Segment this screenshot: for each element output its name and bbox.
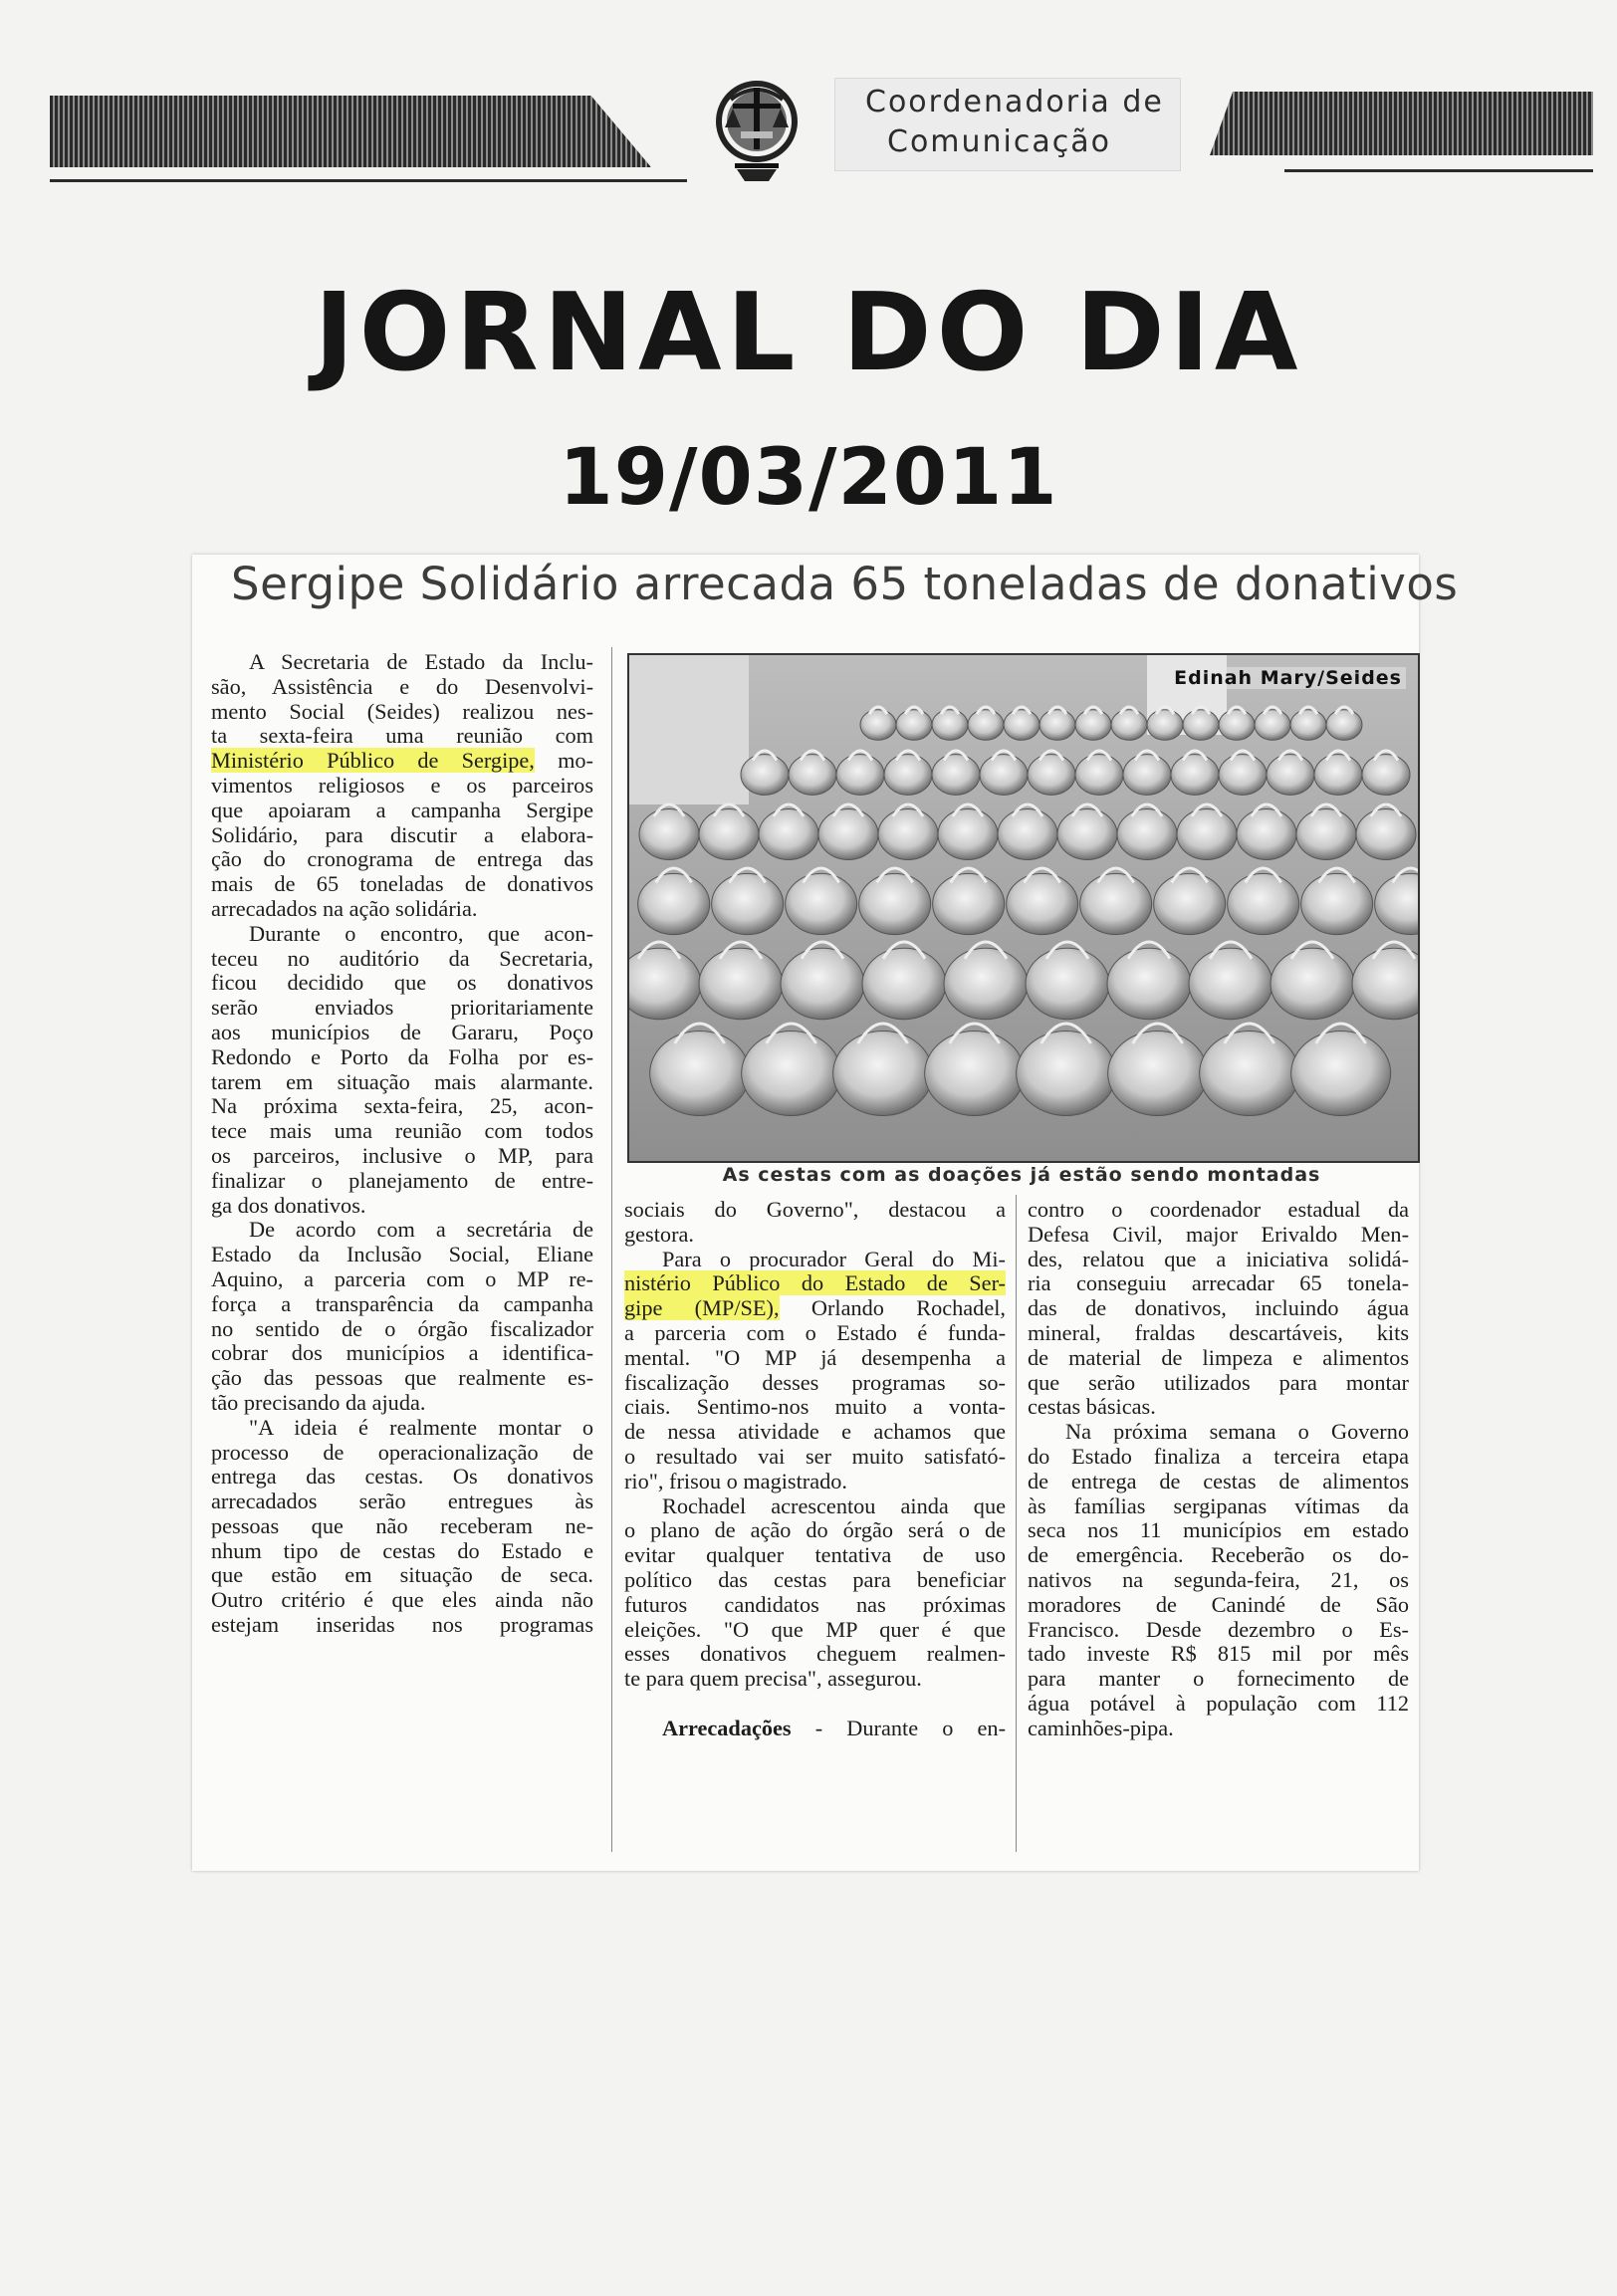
- article-line: [624, 1667, 1006, 1692]
- article-text: de nessa atividade e achamos que: [624, 1419, 1006, 1445]
- article-text: gestora.: [624, 1221, 694, 1247]
- article-text: ga dos donativos.: [211, 1192, 366, 1218]
- article-line: [624, 1568, 1006, 1593]
- donation-bag-shape: [639, 809, 699, 860]
- masthead-left-rule: [50, 179, 687, 182]
- article-line: [1028, 1494, 1409, 1519]
- article-text: De acordo com a secretária de: [249, 1217, 593, 1243]
- donation-bag-shape: [1007, 873, 1078, 934]
- article-line: [211, 847, 593, 872]
- article-line: [624, 1470, 1006, 1494]
- donation-bag-shape: [1219, 710, 1255, 741]
- donation-bag-shape: [1291, 1032, 1391, 1116]
- article-text: arrecadados serão entregues às: [211, 1489, 593, 1514]
- donation-bag-shape: [650, 1032, 750, 1116]
- article-line: [211, 1563, 593, 1588]
- article-text: tado investe R$ 815 mil por mês: [1028, 1641, 1409, 1667]
- donation-bag-shape: [944, 948, 1028, 1019]
- article-photo: [627, 653, 1420, 1163]
- donation-bag-shape: [759, 809, 818, 860]
- article-line: [624, 1420, 1006, 1445]
- donation-bag-shape: [1107, 948, 1191, 1019]
- article-line: [1028, 1618, 1409, 1643]
- article-text: mais de 65 toneladas de donativos: [211, 871, 593, 897]
- article-text: cobrar dos municípios a identifica-: [211, 1340, 593, 1366]
- article-text: força a transparência da campanha: [211, 1290, 593, 1316]
- article-line: [211, 724, 593, 749]
- article-text: sociais do Governo", destacou a: [624, 1197, 1006, 1222]
- donation-bag-shape: [1075, 710, 1111, 741]
- agency-name-line-2: Comunicação: [887, 124, 1111, 159]
- article-line: [211, 1490, 593, 1514]
- donation-bag-shape: [1026, 948, 1109, 1019]
- article-line: [624, 1518, 1006, 1543]
- article-line: [624, 1371, 1006, 1396]
- donation-bag-shape: [860, 710, 896, 741]
- article-text: processo de operacionalização de: [211, 1439, 593, 1465]
- donation-bag-shape: [1189, 948, 1272, 1019]
- article-line: [1028, 1543, 1409, 1568]
- donation-bag-shape: [638, 873, 710, 934]
- donation-bag-shape: [980, 755, 1028, 796]
- article-text: estejam inseridas nos programas: [211, 1612, 593, 1638]
- article-line: [211, 1094, 593, 1119]
- donation-bag-shape: [818, 809, 878, 860]
- article-line: [1028, 1568, 1409, 1593]
- article-line: [624, 1248, 1006, 1272]
- article-text: do Estado finaliza a terceira etapa: [1028, 1443, 1409, 1469]
- donation-bag-shape: [1177, 809, 1237, 860]
- article-text: mineral, fraldas descartáveis, kits: [1028, 1319, 1409, 1345]
- article-text: Na próxima semana o Governo: [1065, 1419, 1409, 1445]
- article-text: ficou decidido que os donativos: [211, 970, 593, 996]
- article-text: Na próxima sexta-feira, 25, acon-: [211, 1093, 593, 1119]
- article-text: tão precisando da ajuda.: [211, 1389, 426, 1415]
- donation-bag-shape: [1075, 755, 1123, 796]
- article-line: [1028, 1371, 1409, 1396]
- photo-caption: As cestas com as doações já estão sendo montadas: [722, 1164, 1321, 1186]
- donation-bag-shape: [742, 1032, 841, 1116]
- article-text: moradores de Canindé de São: [1028, 1591, 1409, 1617]
- donation-bag-shape: [1267, 755, 1314, 796]
- article-line: [211, 774, 593, 799]
- donation-bag-shape: [1117, 809, 1177, 860]
- donation-bag-shape: [1147, 710, 1183, 741]
- article-line: [211, 1021, 593, 1045]
- donation-bag-shape: [1108, 1032, 1208, 1116]
- donation-bags-photo-image: [629, 655, 1418, 1161]
- article-text: Francisco. Desde dezembro o Es-: [1028, 1616, 1409, 1642]
- article-line: [211, 922, 593, 947]
- article-text: a parceria com o Estado é funda-: [624, 1319, 1006, 1345]
- article-line: [624, 1223, 1006, 1248]
- photo-credit: Edinah Mary/Seides: [1170, 667, 1406, 689]
- article-text: rio", frisou o magistrado.: [624, 1468, 847, 1493]
- article-text: futuros candidatos nas próximas: [624, 1591, 1006, 1617]
- donation-bag-shape: [1237, 809, 1296, 860]
- article-line: [211, 1341, 593, 1366]
- article-text: que serão utilizados para montar: [1028, 1369, 1409, 1395]
- article-text: vimentos religiosos e os parceiros: [211, 772, 593, 798]
- article-text: contro o coordenador estadual da: [1028, 1197, 1409, 1222]
- article-text: finalizar o planejamento de entre-: [211, 1167, 593, 1193]
- donation-bag-shape: [862, 948, 946, 1019]
- article-text: pessoas que não receberam ne-: [211, 1512, 593, 1538]
- donation-bag-shape: [699, 948, 783, 1019]
- scales-of-justice-emblem-icon: [697, 70, 816, 189]
- masthead-left-band: [50, 96, 651, 167]
- article-line: [211, 1267, 593, 1292]
- donation-bag-shape: [781, 948, 864, 1019]
- agency-name-line-1: Coordenadoria de: [865, 85, 1164, 119]
- article-text: água potável à população com 112: [1028, 1690, 1409, 1716]
- article-headline: Sergipe Solidário arrecada 65 toneladas de donativos: [231, 558, 1459, 610]
- article-line: [624, 1543, 1006, 1568]
- article-line: [1028, 1248, 1409, 1272]
- article-text: mo-: [534, 748, 593, 774]
- article-line: [211, 1588, 593, 1613]
- article-line: [211, 971, 593, 996]
- article-text: Outro critério é que eles ainda não: [211, 1587, 593, 1613]
- article-text: ção do cronograma de entrega das: [211, 846, 593, 872]
- article-text: Estado da Inclusão Social, Eliane: [211, 1242, 593, 1267]
- article-line: [211, 1391, 593, 1416]
- donation-bag-shape: [1154, 873, 1226, 934]
- article-line: [211, 1218, 593, 1243]
- article-text: Defesa Civil, major Erivaldo Men-: [1028, 1221, 1409, 1247]
- donation-bag-shape: [1028, 755, 1075, 796]
- article-text: "A ideia é realmente montar o: [249, 1414, 593, 1440]
- article-line: [1028, 1395, 1409, 1420]
- article-line: [624, 1271, 1006, 1296]
- donation-bag-shape: [836, 755, 884, 796]
- article-text: seca nos 11 municípios em estado: [1028, 1517, 1409, 1543]
- donation-bag-shape: [1040, 710, 1075, 741]
- article-text: tece mais uma reunião com todos: [211, 1118, 593, 1144]
- article-text: Orlando Rochadel,: [779, 1295, 1006, 1321]
- article-column-1: [211, 650, 593, 1638]
- article-line: [1028, 1445, 1409, 1470]
- article-line: [211, 1144, 593, 1169]
- article-text: de entrega de cestas de alimentos: [1028, 1468, 1409, 1493]
- article-line: [624, 1717, 1006, 1741]
- donation-bag-shape: [938, 809, 998, 860]
- article-line: [1028, 1518, 1409, 1543]
- donation-bag-shape: [1183, 710, 1219, 741]
- column-separator: [1016, 1195, 1017, 1852]
- article-line: [211, 749, 593, 774]
- donation-bag-shape: [896, 710, 932, 741]
- donation-bag-shape: [1219, 755, 1267, 796]
- article-line: [211, 996, 593, 1021]
- donation-bag-shape: [1200, 1032, 1299, 1116]
- article-line: [1028, 1420, 1409, 1445]
- article-line: [211, 650, 593, 675]
- article-text: Durante o encontro, que acon-: [249, 920, 593, 946]
- article-text: evitar qualquer tentativa de uso: [624, 1542, 1006, 1568]
- article-line: [211, 1441, 593, 1466]
- article-text: mental. "O MP já desempenha a: [624, 1344, 1006, 1370]
- article-line: [1028, 1271, 1409, 1296]
- article-line: [211, 1613, 593, 1638]
- donation-bag-shape: [1356, 809, 1416, 860]
- article-text: esses donativos cheguem realmen-: [624, 1641, 1006, 1667]
- article-line: [211, 823, 593, 848]
- donation-bag-shape: [1004, 710, 1040, 741]
- article-text: entrega das cestas. Os donativos: [211, 1464, 593, 1490]
- agency-label-box: [834, 78, 1181, 171]
- article-text: serão enviados prioritariamente: [211, 995, 593, 1021]
- article-line: [211, 1045, 593, 1070]
- article-text: arrecadados na ação solidária.: [211, 895, 478, 921]
- donation-bag-shape: [932, 710, 968, 741]
- donation-bag-shape: [1290, 710, 1326, 741]
- article-text: tarem em situação mais alarmante.: [211, 1068, 593, 1094]
- article-text: eleições. "O que MP quer é que: [624, 1616, 1006, 1642]
- article-line: [624, 1321, 1006, 1346]
- article-line: [211, 947, 593, 972]
- article-text: cestas básicas.: [1028, 1394, 1156, 1420]
- donation-bag-shape: [1255, 710, 1290, 741]
- article-line: [1028, 1296, 1409, 1321]
- article-line: [1028, 1667, 1409, 1692]
- donation-bag-shape: [1080, 873, 1152, 934]
- article-text: ção das pessoas que realmente es-: [211, 1365, 593, 1391]
- article-line: [211, 897, 593, 922]
- article-text: des, relatou que a iniciativa solidá-: [1028, 1246, 1409, 1271]
- section-subhead: Arrecadações: [662, 1715, 792, 1740]
- newspaper-name: JORNAL DO DIA: [314, 271, 1303, 395]
- article-text: de material de limpeza e alimentos: [1028, 1344, 1409, 1370]
- donation-bag-shape: [1111, 710, 1147, 741]
- donation-bag-shape: [712, 873, 784, 934]
- article-text: ta sexta-feira uma reunião com: [211, 723, 593, 749]
- masthead-right-band: [1210, 92, 1593, 155]
- article-line: [624, 1642, 1006, 1667]
- article-text: para manter o fornecimento de: [1028, 1666, 1409, 1692]
- article-line: [1028, 1717, 1409, 1741]
- article-text: A Secretaria de Estado da Inclu-: [249, 649, 593, 674]
- article-text: são, Assistência e do Desenvolvi-: [211, 673, 593, 699]
- donation-bag-shape: [1057, 809, 1117, 860]
- article-text: o plano de ação do órgão será o de: [624, 1517, 1006, 1543]
- donation-bag-shape: [1314, 755, 1362, 796]
- article-text: Aquino, a parceria com o MP re-: [211, 1265, 593, 1291]
- donation-bag-shape: [933, 873, 1005, 934]
- donation-bag-shape: [1301, 873, 1373, 934]
- article-text: às famílias sergipanas vítimas da: [1028, 1492, 1409, 1518]
- article-line: [211, 1119, 593, 1144]
- article-text: de emergência. Receberão os do-: [1028, 1542, 1409, 1568]
- article-line: [624, 1395, 1006, 1420]
- article-line: [211, 1366, 593, 1391]
- article-text: [624, 1691, 630, 1716]
- donation-bag-shape: [699, 809, 759, 860]
- article-text: os parceiros, inclusive o MP, para: [211, 1142, 593, 1168]
- column-separator: [611, 647, 612, 1852]
- donation-bag-shape: [741, 755, 789, 796]
- article-text: ciais. Sentimo-nos muito a vonta-: [624, 1394, 1006, 1420]
- article-line: [624, 1494, 1006, 1519]
- article-text: nativos na segunda-feira, 21, os: [1028, 1566, 1409, 1592]
- article-text: te para quem precisa", assegurou.: [624, 1666, 922, 1692]
- article-line: [211, 1465, 593, 1490]
- article-line: [1028, 1198, 1409, 1223]
- article-text: que estão em situação de seca.: [211, 1562, 593, 1588]
- article-line: [211, 1317, 593, 1342]
- article-line: [624, 1593, 1006, 1618]
- article-line: [1028, 1593, 1409, 1618]
- article-text: caminhões-pipa.: [1028, 1715, 1174, 1740]
- donation-bag-shape: [1123, 755, 1171, 796]
- article-line: [1028, 1470, 1409, 1494]
- article-text: - Durante o en-: [791, 1715, 1006, 1740]
- article-line: [211, 1539, 593, 1564]
- article-text: Redondo e Porto da Folha por es-: [211, 1043, 593, 1069]
- article-column-2: [624, 1198, 1006, 1741]
- highlighted-text: nistério Público do Estado de Ser-: [624, 1270, 1006, 1296]
- article-line: [624, 1346, 1006, 1371]
- article-line: [1028, 1642, 1409, 1667]
- article-line: [624, 1618, 1006, 1643]
- article-line: [624, 1692, 1006, 1717]
- article-line: [211, 799, 593, 823]
- article-line: [624, 1198, 1006, 1223]
- article-line: [1028, 1321, 1409, 1346]
- article-text: que apoiaram a campanha Sergipe: [211, 797, 593, 822]
- donation-bag-shape: [1362, 755, 1410, 796]
- article-line: [211, 1169, 593, 1194]
- donation-bag-shape: [932, 755, 980, 796]
- article-text: das de donativos, incluindo água: [1028, 1295, 1409, 1321]
- donation-bag-shape: [884, 755, 932, 796]
- article-line: [211, 1194, 593, 1219]
- article-line: [624, 1296, 1006, 1321]
- article-line: [211, 1514, 593, 1539]
- donation-bag-shape: [1326, 710, 1362, 741]
- article-line: [1028, 1692, 1409, 1717]
- article-text: Para o procurador Geral do Mi-: [662, 1246, 1006, 1271]
- donation-bag-shape: [1296, 809, 1356, 860]
- article-line: [211, 1292, 593, 1317]
- donation-bag-shape: [878, 809, 938, 860]
- donation-bag-shape: [1171, 755, 1219, 796]
- donation-bag-shape: [833, 1032, 933, 1116]
- donation-bag-shape: [1017, 1032, 1116, 1116]
- article-line: [211, 1070, 593, 1095]
- article-text: Rochadel acrescentou ainda que: [662, 1492, 1006, 1518]
- article-text: teceu no auditório da Secretaria,: [211, 945, 593, 971]
- donation-bag-shape: [786, 873, 857, 934]
- article-line: [211, 1243, 593, 1267]
- donation-bag-shape: [859, 873, 931, 934]
- donation-bag-shape: [968, 710, 1004, 741]
- donation-bag-shape: [998, 809, 1057, 860]
- article-line: [211, 675, 593, 700]
- highlighted-text: Ministério Público de Sergipe,: [211, 748, 535, 774]
- article-text: mento Social (Seides) realizou nes-: [211, 698, 593, 724]
- article-text: nhum tipo de cestas do Estado e: [211, 1537, 593, 1563]
- article-text: o resultado vai ser muito satisfató-: [624, 1443, 1006, 1469]
- donation-bag-shape: [789, 755, 836, 796]
- donation-bag-shape: [1228, 873, 1299, 934]
- article-text: Solidário, para discutir a elabora-: [211, 821, 593, 847]
- article-line: [211, 1416, 593, 1441]
- donation-bag-shape: [925, 1032, 1025, 1116]
- article-text: aos municípios de Gararu, Poço: [211, 1019, 593, 1044]
- article-line: [1028, 1223, 1409, 1248]
- article-text: político das cestas para beneficiar: [624, 1566, 1006, 1592]
- highlighted-text: gipe (MP/SE),: [624, 1295, 780, 1321]
- article-line: [211, 872, 593, 897]
- article-text: ria conseguiu arrecadar 65 tonela-: [1028, 1270, 1409, 1296]
- article-line: [1028, 1346, 1409, 1371]
- article-line: [624, 1445, 1006, 1470]
- donation-bag-shape: [1270, 948, 1354, 1019]
- article-line: [211, 700, 593, 725]
- article-text: fiscalização desses programas so-: [624, 1369, 1006, 1395]
- article-column-3: [1028, 1198, 1409, 1741]
- article-text: no sentido de o órgão fiscalizador: [211, 1315, 593, 1341]
- publication-date: 19/03/2011: [559, 433, 1058, 523]
- masthead-right-rule: [1284, 169, 1593, 172]
